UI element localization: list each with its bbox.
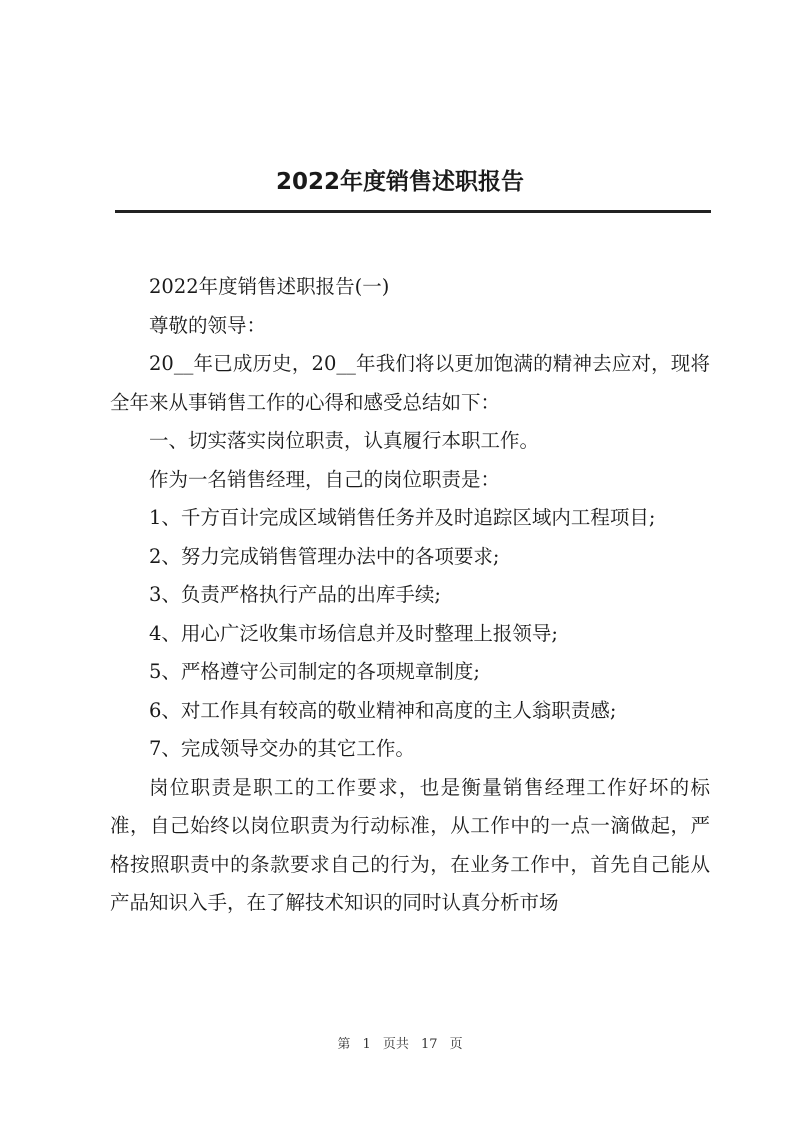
duty-item-3: 3、负责严格执行产品的出库手续; [149,583,441,606]
paragraph-subtitle: 2022年度销售述职报告(一) [149,275,390,298]
duty-item-6: 6、对工作具有较高的敬业精神和高度的主人翁职责感; [149,698,617,722]
document-body [110,268,710,923]
paragraph-intro: 20__年已成历史，20__年我们将以更加饱满的精神去应对，现将全年来从事销售工作的心得和感受总结如下： [110,352,710,414]
title-divider [115,210,711,213]
paragraph-duties-intro: 作为一名销售经理，自己的岗位职责是： [149,467,501,491]
document-title: 2022年度销售述职报告 [275,169,524,195]
paragraph-section-heading: 一、切实落实岗位职责，认真履行本职工作。 [149,429,540,452]
paragraph-body: 岗位职责是职工的工作要求，也是衡量销售经理工作好坏的标准，自己始终以岗位职责为行动标准，从工作中的一点一滴做起，严格按照职责中的条款要求自己的行为，在业务工作中，首先自己能从产品知识入手，在了解技术知识的同时认真分析市场 [110,775,710,914]
paragraph-salutation: 尊敬的领导： [149,313,267,337]
duty-item-7: 7、完成领导交办的其它工作。 [149,737,415,760]
duty-item-2: 2、努力完成销售管理办法中的各项要求; [149,544,500,568]
duty-item-1: 1、千方百计完成区域销售任务并及时追踪区域内工程项目; [149,506,656,529]
duty-item-4: 4、用心广泛收集市场信息并及时整理上报领导; [149,621,558,645]
page-number: 第 1 页共 17 页 [337,1037,463,1052]
duty-item-5: 5、严格遵守公司制定的各项规章制度; [149,660,480,683]
